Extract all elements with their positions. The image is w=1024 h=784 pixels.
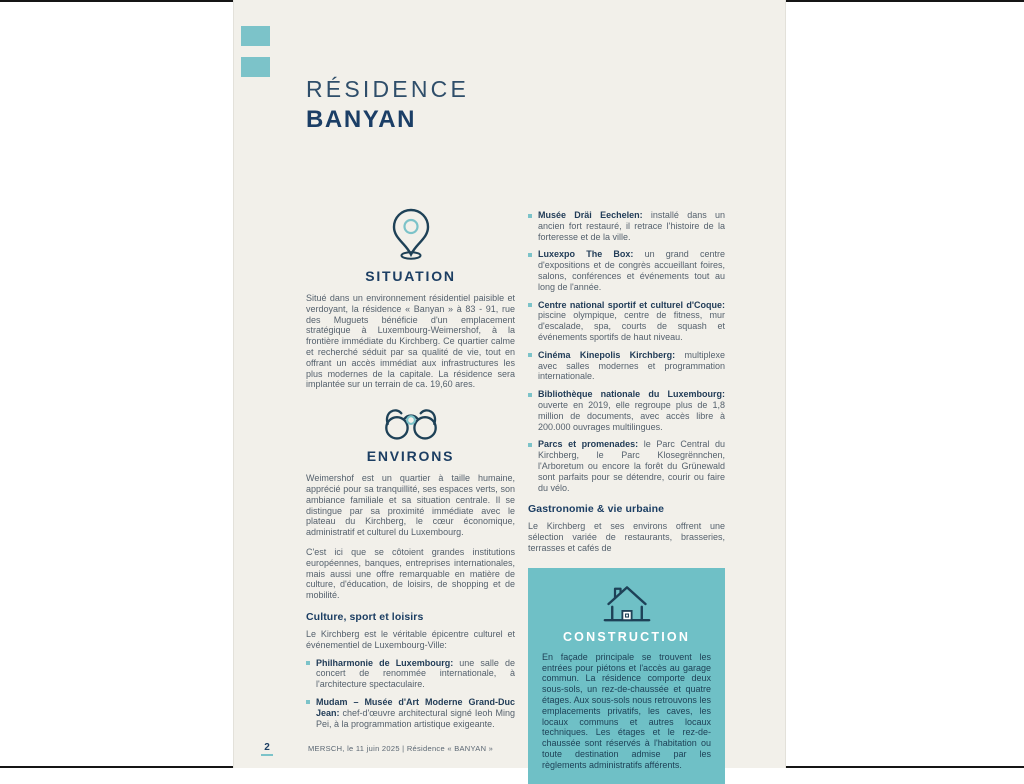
bullet-lead: Mudam – Musée d'Art Moderne Grand-Duc Jean: (316, 696, 515, 718)
culture-heading: Culture, sport et loisirs (306, 610, 424, 623)
bullet-text: un grand centre d'expositions et de congrès accueillant foires, salons, conférences et événements tout au long de l'année. (538, 249, 725, 292)
construction-heading: CONSTRUCTION (562, 629, 691, 644)
bullet-square-icon (528, 253, 532, 257)
bullet-square-icon (528, 303, 532, 307)
page-title (306, 74, 469, 135)
list-item (528, 210, 725, 242)
bullet-square-icon (528, 443, 532, 447)
bullet-text: piscine olympique, centre de fitness, mur d'escalade, spa, courts de squash et événements sportifs de haut niveau. (538, 310, 725, 342)
gastronomie-heading: Gastronomie & vie urbaine (528, 503, 665, 516)
culture-intro: Le Kirchberg est le véritable épicentre culturel et événementiel de Luxembourg-Ville: (306, 628, 515, 650)
house-icon (599, 580, 655, 628)
bullet-square-icon (528, 393, 532, 397)
list-item (528, 439, 725, 493)
bullet-lead: Centre national sportif et culturel d'Coque: (538, 299, 725, 310)
bullet-text: installé dans un ancien fort restauré, il retrace l'histoire de la forteresse et de la ville. (538, 210, 725, 242)
location-pin-icon (389, 208, 433, 260)
bullet-square-icon (306, 700, 310, 704)
construction-icon-block (542, 580, 711, 628)
accent-square (241, 26, 270, 46)
list-item (528, 249, 725, 292)
title-line-1: RÉSIDENCE (306, 76, 469, 102)
page-number-underline (261, 754, 273, 756)
right-column (528, 210, 725, 784)
bullet-lead: Philharmonie de Luxembourg: (316, 657, 454, 668)
gastronomie-paragraph: Le Kirchberg et ses environs offrent une sélection variée de restaurants, brasseries, terrasses et cafés de (528, 521, 725, 553)
left-column (306, 208, 515, 736)
bullet-lead: Cinéma Kinepolis Kirchberg: (538, 349, 676, 360)
bullet-lead: Parcs et promenades: (538, 439, 639, 450)
construction-paragraph: En façade principale se trouvent les entrées pour piétons et l'accès au garage commun. La résidence comporte deux sous-sols, un rez-de-chaussée et quatre étages. Aux sous-sols nous retrouvons les emplacements privatifs, les caves, les locaux communs et autres locaux techniques. Les étages et le rez-de-chaussée sont réservés à l'habitation ou toute destination admise par les règlements administratifs afférents. (542, 651, 711, 770)
bullet-text: chef-d'œuvre architectural signé Ieoh Ming Pei, à la programmation artistique exigeante. (316, 707, 515, 729)
accent-square (241, 57, 270, 77)
list-item (528, 389, 725, 432)
environs-icon-block (306, 402, 515, 442)
page-number: 2 (264, 742, 270, 753)
environs-paragraph-2: C'est ici que se côtoient grandes institutions européennes, banques, entreprises internationales, mais aussi une offre remarquable en matière de culture, d'éducation, de loisirs, de shopping et de mobilité. (306, 546, 515, 601)
bullet-text: le Parc Central du Kirchberg, le Parc Klosegrënnchen, l'Arboretum ou encore la forêt du Grünewald sont parfaits pour se détendre, courir ou faire du vélo. (538, 439, 725, 493)
list-item (528, 350, 725, 382)
bullet-lead: Musée Dräi Eechelen: (538, 210, 643, 220)
bullet-lead: Bibliothèque nationale du Luxembourg: (538, 389, 725, 400)
bullet-text: ouverte en 2019, elle regroupe plus de 1,8 million de documents, avec accès libre à 200.000 ouvrages multilingues. (538, 399, 725, 432)
bullet-square-icon (306, 661, 310, 665)
page-footer (234, 742, 785, 762)
list-item (306, 658, 515, 690)
environs-heading: ENVIRONS (366, 448, 455, 465)
bullet-text: une salle de concert de renommée internationale, à l'architecture spectaculaire. (316, 657, 515, 690)
list-item (306, 697, 515, 729)
footer-text: MERSCH, le 11 juin 2025 | Résidence « BANYAN » (308, 744, 494, 753)
environs-paragraph-1: Weimershof est un quartier à taille humaine, apprécié pour sa tranquillité, ses espaces verts, son ambiance familiale et sa situation centrale. Il se distingue par sa proximité immédiate avec le plateau du Kirchberg, le cœur économique, administratif et culturel du Luxembourg. (306, 473, 515, 538)
list-item (528, 300, 725, 343)
bullet-square-icon (528, 214, 532, 218)
document-page (233, 0, 786, 768)
situation-icon-block (306, 208, 515, 260)
situation-heading: SITUATION (365, 268, 456, 284)
bullet-text: multiplexe avec salles modernes et programmation internationale. (538, 349, 725, 382)
situation-paragraph: Situé dans un environnement résidentiel paisible et verdoyant, la résidence « Banyan » à 83 - 91, rue des Muguets bénéficie d'un emplacement stratégique à Luxembourg-Weimershof, à la frontière immédiate du Kirchberg. Ce quartier calme et recherché séduit par sa qualité de vie, tout en offrant un accès immédiat aux infrastructures les plus modernes de la capitale. La résidence sera implantée sur un terrain de ca. 19,60 ares. (306, 293, 515, 390)
bullet-square-icon (528, 353, 532, 357)
binoculars-icon (380, 402, 442, 442)
title-line-2: BANYAN (306, 106, 417, 133)
bullet-lead: Luxexpo The Box: (538, 249, 634, 260)
